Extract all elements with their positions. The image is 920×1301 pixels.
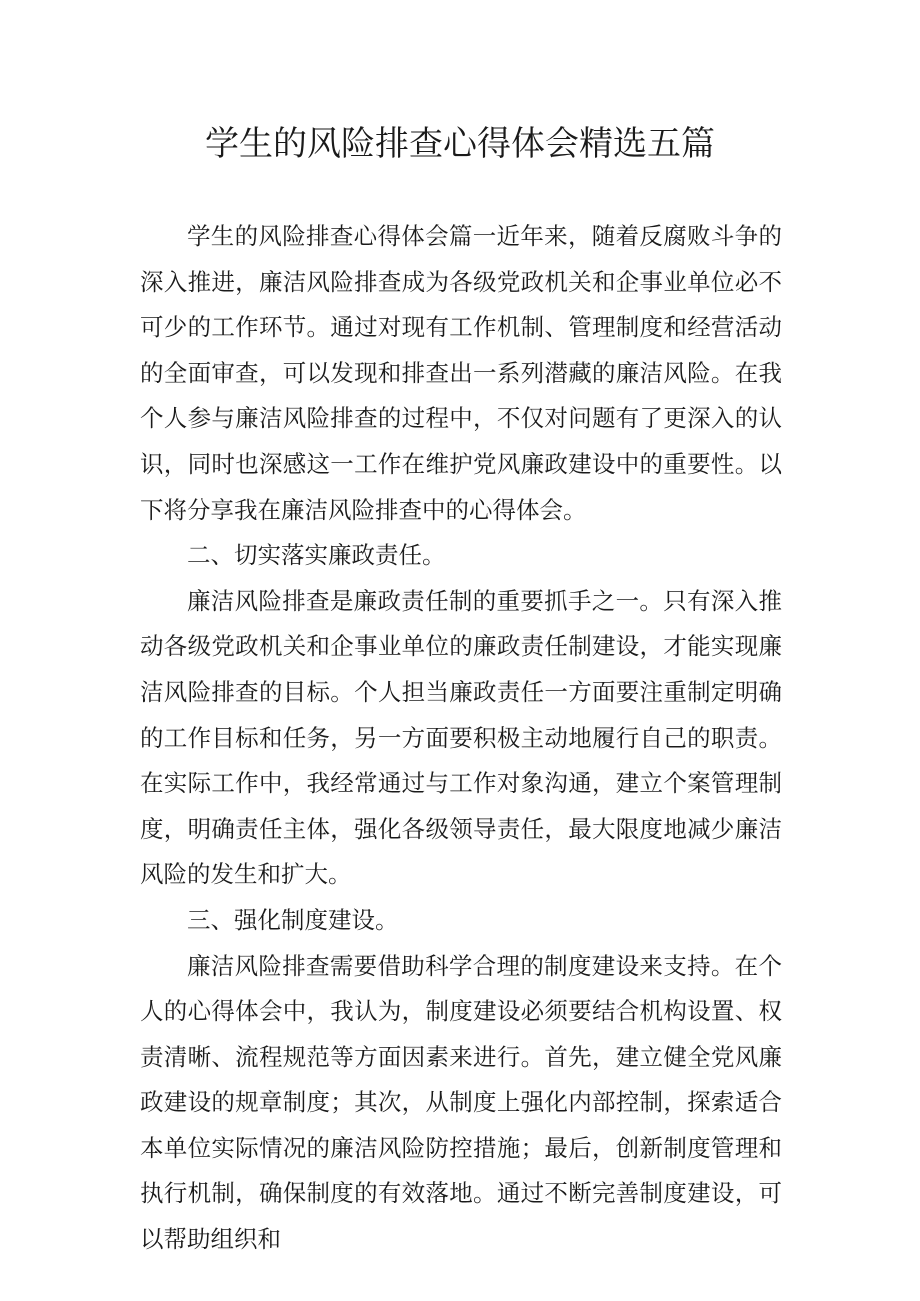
document-body	[140, 214, 782, 1263]
section-heading-2: 二、切实落实廉政责任。	[187, 541, 446, 570]
paragraph-section-2: 廉洁风险排查是廉政责任制的重要抓手之一。只有深入推动各级党政机关和企事业单位的廉政责任制建设，才能实现廉洁风险排查的目标。个人担当廉政责任一方面要注重制定明确的工作目标和任务，另一方面要积极主动地履行自己的职责。在实际工作中，我经常通过与工作对象沟通，建立个案管理制度，明确责任主体，强化各级领导责任，最大限度地减少廉洁风险的发生和扩大。	[140, 586, 782, 889]
document-title: 学生的风险排查心得体会精选五篇	[205, 124, 715, 164]
paragraph-intro: 学生的风险排查心得体会篇一近年来，随着反腐败斗争的深入推进，廉洁风险排查成为各级党政机关和企事业单位必不可少的工作环节。通过对现有工作机制、管理制度和经营活动的全面审查，可以发现和排查出一系列潜藏的廉洁风险。在我个人参与廉洁风险排查的过程中，不仅对问题有了更深入的认识，同时也深感这一工作在维护党风廉政建设中的重要性。以下将分享我在廉洁风险排查中的心得体会。	[140, 222, 782, 524]
section-heading-3: 三、强化制度建设。	[187, 905, 399, 934]
paragraph-section-3: 廉洁风险排查需要借助科学合理的制度建设来支持。在个人的心得体会中，我认为，制度建设必须要结合机构设置、权责清晰、流程规范等方面因素来进行。首先，建立健全党风廉政建设的规章制度；其次，从制度上强化内部控制，探索适合本单位实际情况的廉洁风险防控措施；最后，创新制度管理和执行机制，确保制度的有效落地。通过不断完善制度建设，可以帮助组织和	[140, 951, 782, 1254]
